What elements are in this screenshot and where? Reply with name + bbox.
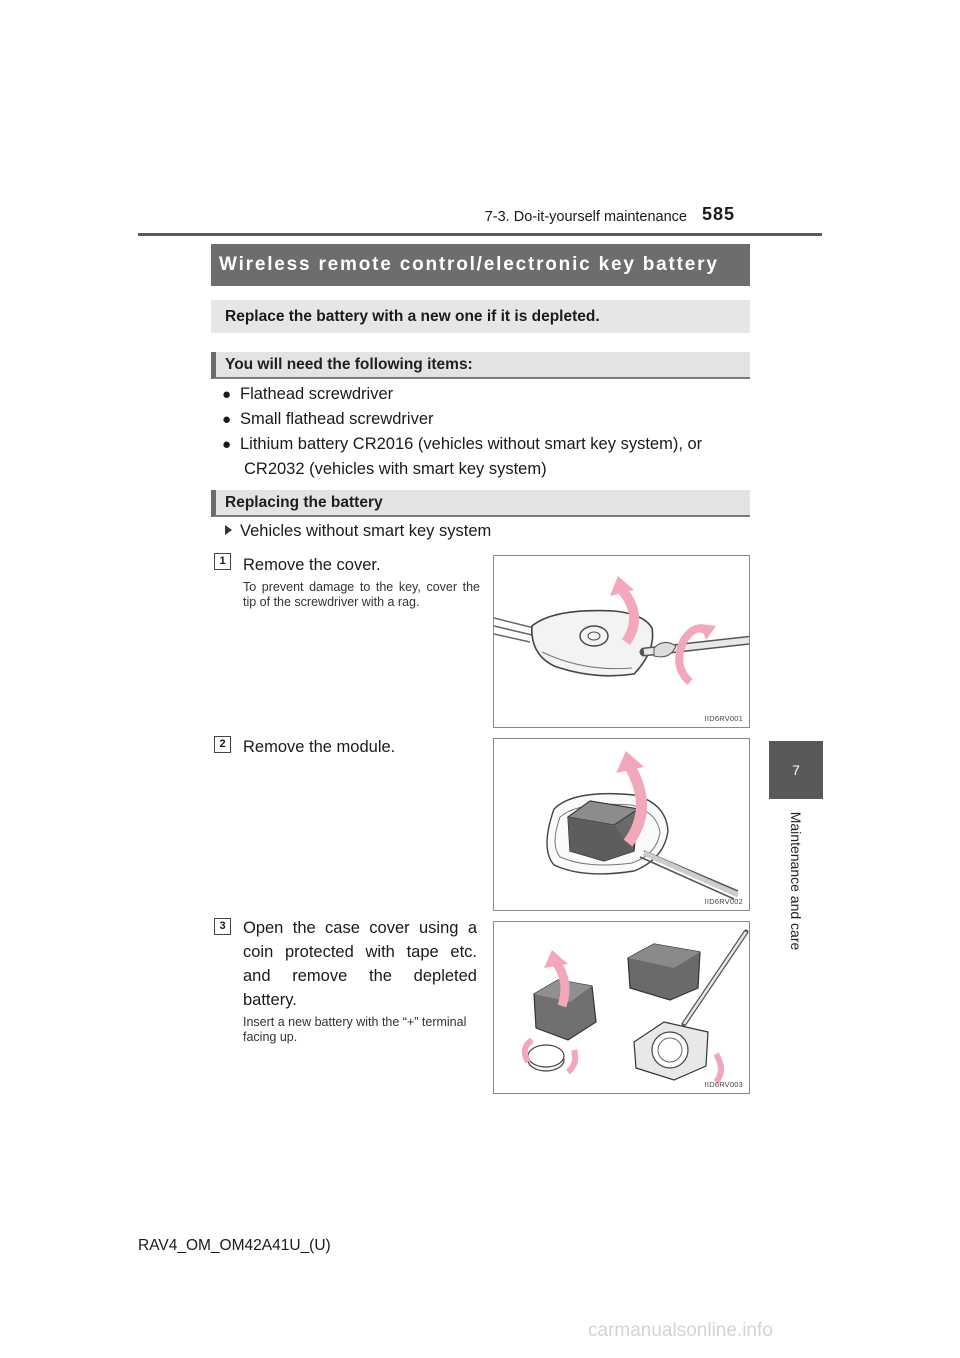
step-note: Insert a new battery with the “+” terminal facing up.: [243, 1015, 467, 1044]
step-note: To prevent damage to the key, cover the tip of the screwdriver with a rag.: [243, 580, 480, 609]
figure-code: IID6RV002: [704, 897, 743, 906]
step-text: Remove the module.: [243, 738, 396, 756]
key-cover-removal-illustration: [494, 556, 750, 728]
list-item-continuation: CR2032 (vehicles with smart key system): [244, 460, 547, 478]
list-item: ● Lithium battery CR2016 (vehicles without smart key system), or CR2032 (vehicles with smart key system): [222, 432, 750, 481]
variant-label: Vehicles without smart key system: [225, 522, 491, 541]
step-1-figure: [493, 555, 750, 728]
step-number: 2: [214, 736, 231, 753]
bullet-icon: ●: [222, 411, 232, 428]
step-text: Open the case cover using a coin protected with tape etc. and remove the depleted battery.: [243, 919, 477, 1009]
figure-code: IID6RV003: [704, 1080, 743, 1089]
page-number: 585: [702, 204, 736, 224]
step-text: Remove the cover.: [243, 556, 381, 574]
module-removal-illustration: [494, 739, 750, 911]
chapter-title: Maintenance and care: [788, 811, 804, 950]
list-item: ● Flathead screwdriver: [222, 382, 750, 407]
figure-code: IID6RV001: [704, 714, 743, 723]
document-code: RAV4_OM_OM42A41U_(U): [138, 1237, 331, 1254]
bullet-icon: ●: [222, 386, 232, 403]
step-number: 1: [214, 553, 231, 570]
bullet-icon: ●: [222, 436, 232, 453]
triangle-marker-icon: [225, 525, 232, 535]
list-item: ● Small flathead screwdriver: [222, 407, 750, 432]
running-head: 7-3. Do-it-yourself maintenance: [484, 209, 687, 225]
chapter-tab[interactable]: 7: [769, 741, 823, 799]
items-needed-heading: You will need the following items:: [211, 352, 750, 379]
step-number: 3: [214, 918, 231, 935]
step-2-figure: [493, 738, 750, 911]
replacing-heading: Replacing the battery: [211, 490, 750, 517]
watermark: carmanualsonline.info: [588, 1320, 773, 1341]
section-title: Wireless remote control/electronic key battery: [211, 244, 750, 286]
step-3-figure: [493, 921, 750, 1094]
battery-replacement-illustration: [494, 922, 750, 1094]
section-intro: Replace the battery with a new one if it is depleted.: [211, 300, 750, 333]
chapter-tab-label: [772, 808, 820, 953]
header-rule: [138, 233, 822, 236]
